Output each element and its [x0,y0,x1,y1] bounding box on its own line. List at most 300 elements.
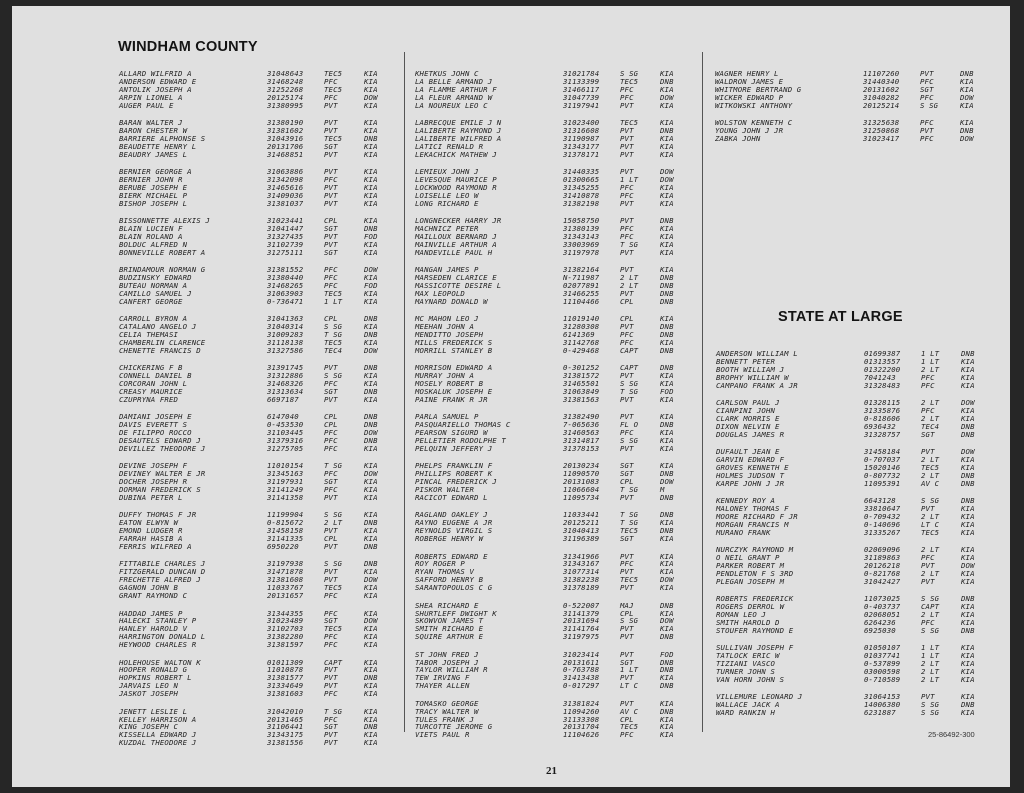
soldier-name: CELIA THEMASI [119,330,179,340]
soldier-name: TULES FRANK J [415,714,475,724]
status: DNB [364,330,378,340]
soldier-name: HOOPER RONALD G [119,665,188,675]
status: KIA [364,296,378,306]
soldier-name: DUFFY THOMAS F JR [119,510,197,520]
status: KIA [961,405,975,415]
soldier-name: PARKER ROBERT M [716,560,785,570]
status: KIA [364,69,378,78]
soldier-name: MALONEY THOMAS F [716,504,789,514]
rank: PVT [324,730,338,740]
soldier-name: JASKOT JOSEPH [119,689,179,699]
rank: 2 LT [921,511,940,521]
soldier-name: O NEIL GRANT P [716,553,780,563]
soldier-name: FITZGERALD DUNCAN D [119,567,206,577]
soldier-name: LA NOUREUX LEO C [415,100,488,110]
soldier-name: REYNOLDS VIRGIL S [415,526,493,536]
serial-number: 11033767 [267,583,304,593]
rank: S SG [921,625,940,635]
status: KIA [364,394,378,404]
serial-number: 31382238 [563,575,600,585]
soldier-name: DOUGLAS JAMES R [716,429,785,439]
status: KIA [364,583,378,593]
serial-number: 31440335 [563,167,600,177]
serial-number: 02069096 [864,545,901,555]
rank: PVT [324,118,338,128]
roster-entry [716,676,991,684]
status: KIA [364,492,378,502]
roster-group [415,266,690,305]
soldier-name: BISSONNETTE ALEXIS J [119,216,210,226]
status: DOW [660,616,674,626]
status: KIA [960,76,974,86]
rank: 2 LT [921,398,940,408]
soldier-name: LONGNECKER HARRY JR [415,216,502,226]
status: DNB [660,273,674,283]
serial-number: 31468326 [267,379,304,389]
soldier-name: ROMAN LEO J [716,610,766,620]
soldier-name: DUBINA PETER L [119,492,183,502]
serial-number: 15020146 [864,462,901,472]
roster-group [119,462,394,501]
soldier-name: CLARK MORRIS E [716,413,780,423]
rank: SGT [620,461,634,471]
soldier-name: BOLDUC ALFRED N [119,239,188,249]
roster-group [716,546,991,585]
status: KIA [364,591,378,601]
status: KIA [364,738,378,748]
roster-entry [119,298,394,306]
status: KIA [660,443,674,453]
soldier-name: FARRAH HASIB A [119,534,183,544]
roster-entry [415,200,690,208]
rank: PFC [620,559,634,569]
soldier-name: CHENETTE FRANCIS D [119,345,201,355]
roster-group [415,119,690,158]
rank: PFC [620,337,634,347]
serial-number: 31275111 [267,247,304,257]
rank: PVT [324,526,338,536]
roster-entry [415,347,690,355]
soldier-name: BEAUDRY JAMES L [119,149,188,159]
soldier-name: TOMASKO GEORGE [415,698,479,708]
roster-entry [119,592,394,600]
status: DNB [660,330,674,340]
soldier-name: LA FLAMME ARTHUR F [415,84,497,94]
serial-number: 31458184 [864,447,901,457]
rank: SGT [324,722,338,732]
soldier-name: PASQUARIELLO THOMAS C [415,420,511,430]
rank: LT C [620,681,639,691]
soldier-name: WICKER EDWARD P [715,92,784,102]
rank: PFC [620,224,634,234]
rank: PFC [324,265,338,275]
status: KIA [364,182,378,192]
serial-number: 11095734 [563,492,600,502]
roster-group [119,560,394,599]
status: KIA [660,461,674,471]
serial-number: 31063886 [267,167,304,177]
status: KIA [364,216,378,226]
serial-number: 0-736471 [267,296,304,306]
status: KIA [364,84,378,94]
status: DOW [364,265,378,275]
rank: PVT [324,190,338,200]
rank: PFC [324,436,338,445]
soldier-name: SARANTOPOULOS C G [415,583,493,593]
soldier-name: KISSELLA EDWARD J [119,730,197,740]
soldier-name: LOCKWOOD RAYMOND R [415,182,497,192]
serial-number: 31197938 [267,559,304,569]
serial-number: 11104466 [563,296,600,306]
status: KIA [660,371,674,381]
serial-number: 31381552 [267,265,304,275]
soldier-name: HADDAD JAMES P [119,608,183,618]
soldier-name: CREASY MAURICE [119,386,183,396]
serial-number: 31040314 [267,322,304,332]
serial-number: 31466255 [563,288,600,298]
rank: 1 LT [921,356,940,366]
rank: PVT [324,239,338,249]
serial-number: 31458158 [267,526,304,536]
soldier-name: HOLEHOUSE WALTON K [119,657,201,667]
serial-number: 6936432 [864,421,896,431]
rank: PVT [324,492,338,502]
roster-entry [415,682,690,690]
soldier-name: SAFFORD HENRY B [415,575,484,585]
soldier-name: BRINDAMOUR NORMAN G [119,265,206,275]
soldier-name: MAILLOUX BERNARD J [415,231,497,241]
soldier-name: STOUFER RAYMOND E [716,625,794,635]
status: KIA [961,666,975,676]
rank: TEC5 [921,527,940,537]
serial-number: 31189863 [864,553,901,563]
rank: SGT [324,224,338,234]
serial-number: 6264236 [864,617,896,627]
rank: 2 LT [921,666,940,676]
soldier-name: CIANPINI JOHN [716,405,776,415]
rank: CPL [620,714,634,724]
serial-number: 11066604 [563,485,600,495]
rank: PFC [620,182,634,192]
soldier-name: HANLEY HAROLD V [119,624,188,634]
serial-number: 31343175 [267,730,304,740]
serial-number: 20131694 [563,616,600,626]
roster-group [119,168,394,207]
roster-group [119,708,394,747]
rank: 2 LT [620,273,639,283]
status: DNB [364,363,378,373]
roster-group [415,413,690,452]
status: KIA [660,624,674,634]
serial-number: 11019140 [563,314,600,324]
serial-number: 11107260 [863,69,900,78]
rank: PVT [620,624,634,634]
soldier-name: DE FILIPPO ROCCO [119,428,192,438]
rank: 2 LT [921,568,940,578]
status: KIA [660,84,674,94]
serial-number: 31190987 [563,133,600,143]
roster-entry [415,102,690,110]
serial-number: 31197975 [563,632,600,642]
soldier-name: MAYNARD DONALD W [415,296,488,306]
status: DOW [660,477,674,487]
roster-group [119,413,394,452]
rank: PVT [620,583,634,593]
status: KIA [660,239,674,249]
rank: PFC [620,92,634,102]
serial-number: 31021784 [563,69,600,78]
roster-entry [415,584,690,592]
status: DOW [364,575,378,585]
status: DNB [961,429,975,439]
rank: PFC [920,76,934,86]
rank: TEC5 [620,118,639,128]
rank: PVT [324,575,338,585]
roster-group [119,364,394,403]
serial-number: 31460563 [563,428,600,438]
serial-number: 31471878 [267,567,304,577]
serial-number: 20130234 [563,461,600,471]
serial-number: 6141369 [563,330,595,340]
status: DOW [364,469,378,479]
roster-entry [415,249,690,257]
roster-group [715,119,990,143]
soldier-name: KARPE JOHN J JR [716,478,785,488]
status: DNB [660,706,674,716]
serial-number: 31196389 [563,534,600,544]
status: KIA [660,141,674,151]
serial-number: 31378189 [563,583,600,593]
status: KIA [961,692,975,702]
serial-number: 01328115 [864,398,901,408]
serial-number: 31381597 [267,640,304,650]
status: KIA [660,730,674,740]
status: KIA [364,190,378,200]
rank: PFC [324,469,338,479]
rank: PVT [324,673,338,683]
state-at-large-heading: STATE AT LARGE [778,309,903,325]
rank: PVT [324,681,338,691]
roster-entry [716,480,991,488]
roster-column-3 [715,70,990,152]
serial-number: 31409036 [267,190,304,200]
soldier-name: ANDERSON WILLIAM L [716,349,798,358]
soldier-name: SMITH RICHARD E [415,624,484,634]
serial-number: 31465501 [563,379,600,389]
rank: TEC5 [324,337,343,347]
soldier-name: VILLEMURE LEONARD J [716,692,803,702]
rank: TEC4 [324,345,343,355]
rank: S SG [620,379,639,389]
serial-number: 0-818606 [864,413,901,423]
status: FOD [364,280,378,290]
serial-number: 31327586 [267,345,304,355]
status: KIA [960,100,974,110]
status: KIA [961,651,975,661]
rank: 1 LT [324,296,343,306]
status: DNB [961,700,975,710]
soldier-name: LONG RICHARD E [415,198,479,208]
roster-group [716,350,991,389]
serial-number: 11010154 [267,461,304,471]
serial-number: 11104626 [563,730,600,740]
status: DNB [364,559,378,569]
rank: 2 LT [921,674,940,684]
soldier-name: BERNIER GEORGE A [119,167,192,177]
soldier-name: JENETT LESLIE L [119,706,188,716]
roster-group [119,610,394,649]
serial-number: 6925030 [864,625,896,635]
status: DNB [660,510,674,520]
soldier-name: WARD RANKIN H [716,708,776,718]
soldier-name: ST JOHN FRED J [415,649,479,659]
rank: 2 LT [324,518,343,528]
rank: PFC [921,553,935,563]
rank: PFC [920,118,934,128]
rank: PFC [620,730,634,740]
soldier-name: FERRIS WILFRED A [119,541,192,551]
status: DNB [364,386,378,396]
soldier-name: WHITMORE BERTRAND G [715,84,802,94]
soldier-name: MORRILL STANLEY B [415,345,493,355]
soldier-name: DIXON NELVIN E [716,421,780,431]
serial-number: 0-537899 [864,659,901,669]
serial-number: 11095391 [864,478,901,488]
rank: PFC [620,190,634,200]
rank: 2 LT [921,470,940,480]
soldier-name: LEMIEUX JOHN J [415,167,479,177]
status: KIA [660,118,674,128]
rank: T SG [620,510,639,520]
soldier-name: LOISELLE LEO W [415,190,479,200]
soldier-name: KING JOSEPH C [119,722,179,732]
status: KIA [961,708,975,718]
serial-number: 03000598 [864,666,901,676]
status: DNB [364,420,378,430]
rank: S SG [324,559,343,569]
serial-number: 31466117 [563,84,600,94]
rank: SGT [920,84,934,94]
roster-entry [119,445,394,453]
serial-number: 0-140696 [864,519,901,529]
soldier-name: MARSEDEN CLARICE E [415,273,497,283]
serial-number: 01699387 [864,349,901,358]
roster-entry [415,731,690,739]
status: DOW [960,133,974,143]
document-page [12,6,1010,787]
status: KIA [364,100,378,110]
rank: CAPT [324,657,343,667]
status: KIA [660,265,674,275]
soldier-name: BERUBE JOSEPH E [119,182,188,192]
rank: PVT [620,673,634,683]
soldier-name: DEVINE JOSEPH F [119,461,188,471]
soldier-name: CAMILLO SAMUEL J [119,288,192,298]
status: KIA [961,617,975,627]
serial-number: 31252268 [267,84,304,94]
serial-number: 31381603 [267,689,304,699]
soldier-name: CARLSON PAUL J [716,398,780,408]
status: KIA [660,608,674,618]
status: KIA [660,673,674,683]
roster-entry [119,396,394,404]
soldier-name: JARVAIS LEO N [119,681,179,691]
status: FOD [364,231,378,241]
serial-number: 31314817 [563,436,600,445]
status: DNB [660,322,674,332]
serial-number: 31275705 [267,443,304,453]
serial-number: 31141764 [563,624,600,634]
rank: PVT [620,167,634,177]
status: DOW [961,447,975,457]
rank: PVT [620,125,634,135]
rank: PFC [921,380,935,390]
serial-number: 20131602 [863,84,900,94]
rank: CPL [324,534,338,544]
status: KIA [961,462,975,472]
roster-entry [716,431,991,439]
soldier-name: TATLOCK ERIC W [716,651,780,661]
soldier-name: VIETS PAUL R [415,730,470,740]
soldier-name: BERNIER JOHN R [119,174,183,184]
soldier-name: FITTABILE CHARLES J [119,559,206,569]
soldier-name: SHURTLEFF DWIGHT K [415,608,497,618]
serial-number: 31042010 [267,706,304,716]
status: DOW [660,174,674,184]
soldier-name: TURCOTTE JEROME G [415,722,493,732]
rank: PFC [920,133,934,143]
page-number: 21 [546,765,557,777]
rank: PVT [921,447,935,457]
rank: TEC4 [921,421,940,431]
rank: PVT [921,560,935,570]
rank: PFC [324,485,338,495]
status: KIA [364,443,378,453]
rank: PFC [324,379,338,389]
soldier-name: VAN HORN JOHN S [716,674,785,684]
status: DNB [960,125,974,135]
serial-number: 31440340 [863,76,900,86]
rank: PVT [620,198,634,208]
soldier-name: PARLA SAMUEL P [415,412,479,422]
serial-number: 31102739 [267,239,304,249]
rank: PVT [620,322,634,332]
status: KIA [961,545,975,555]
status: DNB [660,600,674,610]
rank: S SG [324,510,343,520]
rank: PVT [620,632,634,642]
serial-number: 31327435 [267,231,304,241]
serial-number: 31381824 [563,698,600,708]
soldier-name: DUFAULT JEAN E [716,447,780,457]
status: DNB [660,216,674,226]
rank: PVT [324,567,338,577]
serial-number: 20125174 [267,92,304,102]
status: KIA [660,567,674,577]
serial-number: 01011309 [267,657,304,667]
serial-number: 0-707037 [864,454,901,464]
soldier-name: KELLEY HARRISON A [119,714,197,724]
status: KIA [364,608,378,618]
rank: S SG [921,708,940,718]
serial-number: 0-709432 [864,511,901,521]
soldier-name: CZUPRYNA FRED [119,394,179,404]
soldier-name: DEVILLEZ THEODORE J [119,443,206,453]
serial-number: 31250868 [863,125,900,135]
soldier-name: RYAN THOMAS V [415,567,475,577]
soldier-name: BUDZINSKY EDWARD [119,273,192,283]
serial-number: 20131083 [563,477,600,487]
